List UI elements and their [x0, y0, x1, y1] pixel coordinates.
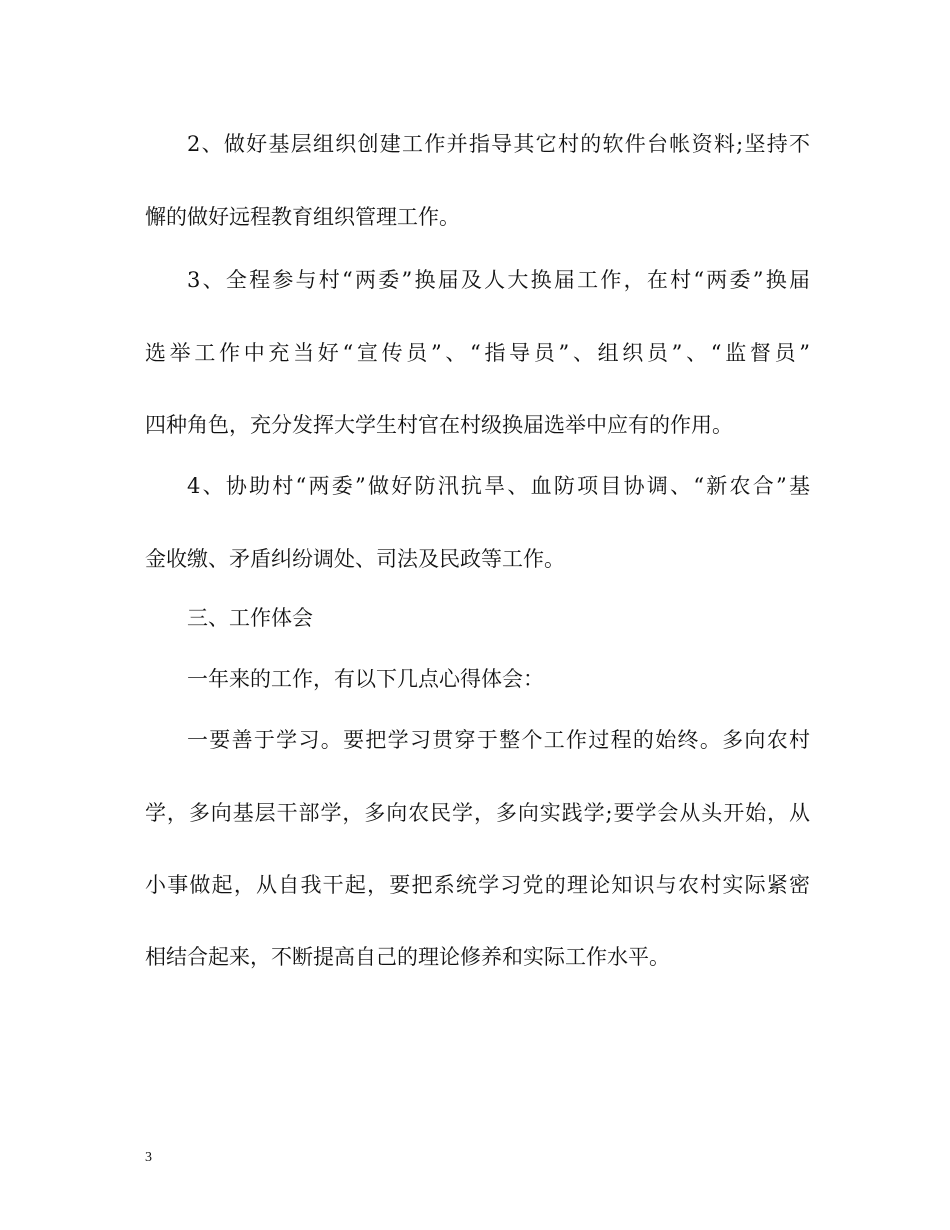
- paragraph-line: 学，多向基层干部学，多向农民学，多向实践学;要学会从头开始，从: [145, 801, 810, 825]
- paragraph-line: 一年来的工作，有以下几点心得体会：: [187, 667, 544, 691]
- section-heading: 三、工作体会: [187, 606, 313, 630]
- paragraph-line: 2、做好基层组织创建工作并指导其它村的软件台帐资料;坚持不: [187, 132, 810, 156]
- paragraph-line: 4、协助村“两委”做好防汛抗旱、血防项目协调、“新农合”基: [187, 474, 810, 498]
- paragraph-line: 相结合起来，不断提高自己的理论修养和实际工作水平。: [145, 945, 670, 969]
- paragraph-line: 金收缴、矛盾纠纷调处、司法及民政等工作。: [145, 547, 565, 571]
- paragraph-line: 3、全程参与村“两委”换届及人大换届工作，在村“两委”换届: [187, 268, 810, 292]
- paragraph-line: 四种角色，充分发挥大学生村官在村级换届选举中应有的作用。: [145, 413, 733, 437]
- paragraph-line: 选举工作中充当好“宣传员”、“指导员”、组织员”、“监督员”: [145, 341, 810, 365]
- paragraph-line: 一要善于学习。要把学习贯穿于整个工作过程的始终。多向农村: [187, 728, 810, 752]
- page-number: 3: [145, 1150, 152, 1165]
- paragraph-line: 小事做起，从自我干起，要把系统学习党的理论知识与农村实际紧密: [145, 873, 810, 897]
- paragraph-line: 懈的做好远程教育组织管理工作。: [145, 205, 460, 229]
